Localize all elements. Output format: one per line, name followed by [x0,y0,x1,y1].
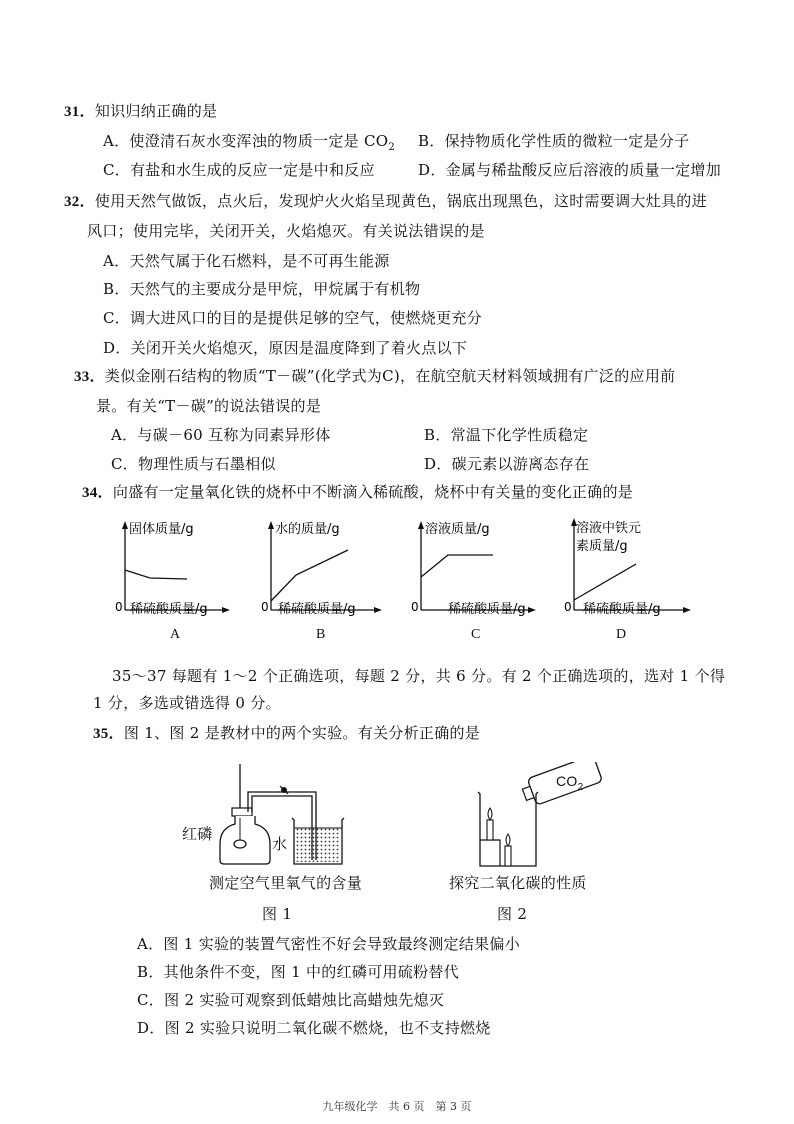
graph-a-option: A [170,627,181,642]
figure-1-apparatus [180,756,355,868]
low-candle-flame [506,834,510,846]
figure-2-apparatus [470,762,620,870]
graph-a-curve [125,570,187,579]
q33-stem-line1: 33．类似金刚石结构的物质“T－碳”(化学式为C)，在航空航天材料领域拥有广泛的应用前 [74,367,676,385]
graph-c-x-arrow [528,607,536,613]
graph-d-ylabel-line2: 素质量/g [576,539,628,554]
graph-b-x-arrow [374,607,382,613]
step [480,840,500,866]
flask [220,816,270,864]
q31-stem: 31．知识归纳正确的是 [64,102,218,120]
page-footer: 九年级化学 共 6 页 第 3 页 [322,1100,472,1113]
q35-option-d: D．图 2 实验只说明二氧化碳不燃烧，也不支持燃烧 [137,1019,491,1037]
q35-option-a: A．图 1 实验的装置气密性不好会导致最终测定结果偏小 [137,935,521,953]
q32-option-a: A．天然气属于化石燃料，是不可再生能源 [103,252,390,270]
figure-2-caption: 探究二氧化碳的性质 [449,874,587,892]
graph-b-option: B [316,627,326,642]
q33-option-a: A．与碳－60 互称为同素异形体 [111,426,331,444]
graph-b-ylabel: 水的质量/g [275,522,340,537]
q35-stem: 35．图 1、图 2 是教材中的两个实验。有关分析正确的是 [93,724,481,742]
q33-option-c: C．物理性质与石墨相似 [111,455,276,473]
stopper [232,808,252,816]
q33-stem-line2: 景。有关“T－碳”的说法错误的是 [96,397,322,415]
q34-stem: 34．向盛有一定量氧化铁的烧杯中不断滴入稀硫酸，烧杯中有关量的变化正确的是 [82,483,634,501]
graph-c-curve [421,555,493,577]
combustion-spoon [234,840,246,848]
graph-d-ylabel-line1: 溶液中铁元 [576,521,642,536]
q31-option-c: C．有盐和水生成的反应一定是中和反应 [103,161,375,179]
graph-d-x-arrow [683,607,691,613]
q31-option-b: B．保持物质化学性质的微粒一定是分子 [418,132,690,150]
graph-b-origin: 0 [261,600,269,614]
low-candle [505,846,511,866]
instructions-line2: 1 分，多选或错选得 0 分。 [93,694,281,712]
q32-option-c: C．调大进风口的目的是提供足够的空气，使燃烧更充分 [103,309,482,327]
graph-d [561,512,691,625]
q31-option-d: D．金属与稀盐酸反应后溶液的质量一定增加 [418,161,722,179]
graph-c [408,515,538,625]
graph-a-origin: 0 [115,600,123,614]
q33-option-b: B．常温下化学性质稳定 [424,426,589,444]
graph-b-y-arrow [268,521,274,529]
graph-d-option: D [616,627,627,642]
q32-stem-line1: 32．使用天然气做饭，点火后，发现炉火火焰呈现黄色，锅底出现黑色，这时需要调大灶具的进 [64,192,707,210]
graph-b-xlabel: 稀硫酸质量/g [278,602,356,617]
graph-a-x-arrow [222,607,230,613]
graph-b [258,515,383,625]
high-candle [487,820,493,840]
graph-d-origin: 0 [564,600,572,614]
graph-c-ylabel: 溶液质量/g [425,522,490,537]
q33-option-d: D．碳元素以游离态存在 [424,455,590,473]
graph-a-xlabel: 稀硫酸质量/g [130,602,208,617]
label-red-phosphorus: 红磷 [182,825,213,843]
instructions-line1: 35～37 每题有 1～2 个正确选项，每题 2 分，共 6 分。有 2 个正确选项的，选对 1 个得 [112,667,726,685]
graph-a-ylabel: 固体质量/g [129,522,194,537]
figure-1-title: 图 1 [262,905,293,923]
graph-c-option: C [471,627,481,642]
q32-option-d: D．关闭开关火焰熄灭，原因是温度降到了着火点以下 [103,339,468,357]
graph-a-y-arrow [122,521,128,529]
graph-d-xlabel: 稀硫酸质量/g [583,602,661,617]
graph-c-y-arrow [418,521,424,529]
high-candle-flame [488,808,492,820]
figure-2-title: 图 2 [497,905,528,923]
graph-b-curve [271,550,348,601]
label-co2: $CO_2$ [556,773,584,793]
q35-option-b: B．其他条件不变，图 1 中的红磷可用硫粉替代 [137,963,460,981]
figure-1-caption: 测定空气里氧气的含量 [209,874,363,892]
graph-d-curve [574,564,636,600]
q31-option-a: A．使澄清石灰水变浑浊的物质一定是 $CO_2$ [103,132,396,153]
q32-option-b: B．天然气的主要成分是甲烷，甲烷属于有机物 [103,280,421,298]
q32-stem-line2: 风口；使用完毕，关闭开关，火焰熄灭。有关说法错误的是 [87,222,485,240]
label-water: 水 [272,835,288,853]
graph-c-xlabel: 稀硫酸质量/g [448,602,526,617]
graph-c-origin: 0 [411,600,419,614]
q35-option-c: C．图 2 实验可观察到低蜡烛比高蜡烛先熄灭 [137,991,445,1009]
graph-a [112,515,232,625]
water-level [296,828,340,862]
